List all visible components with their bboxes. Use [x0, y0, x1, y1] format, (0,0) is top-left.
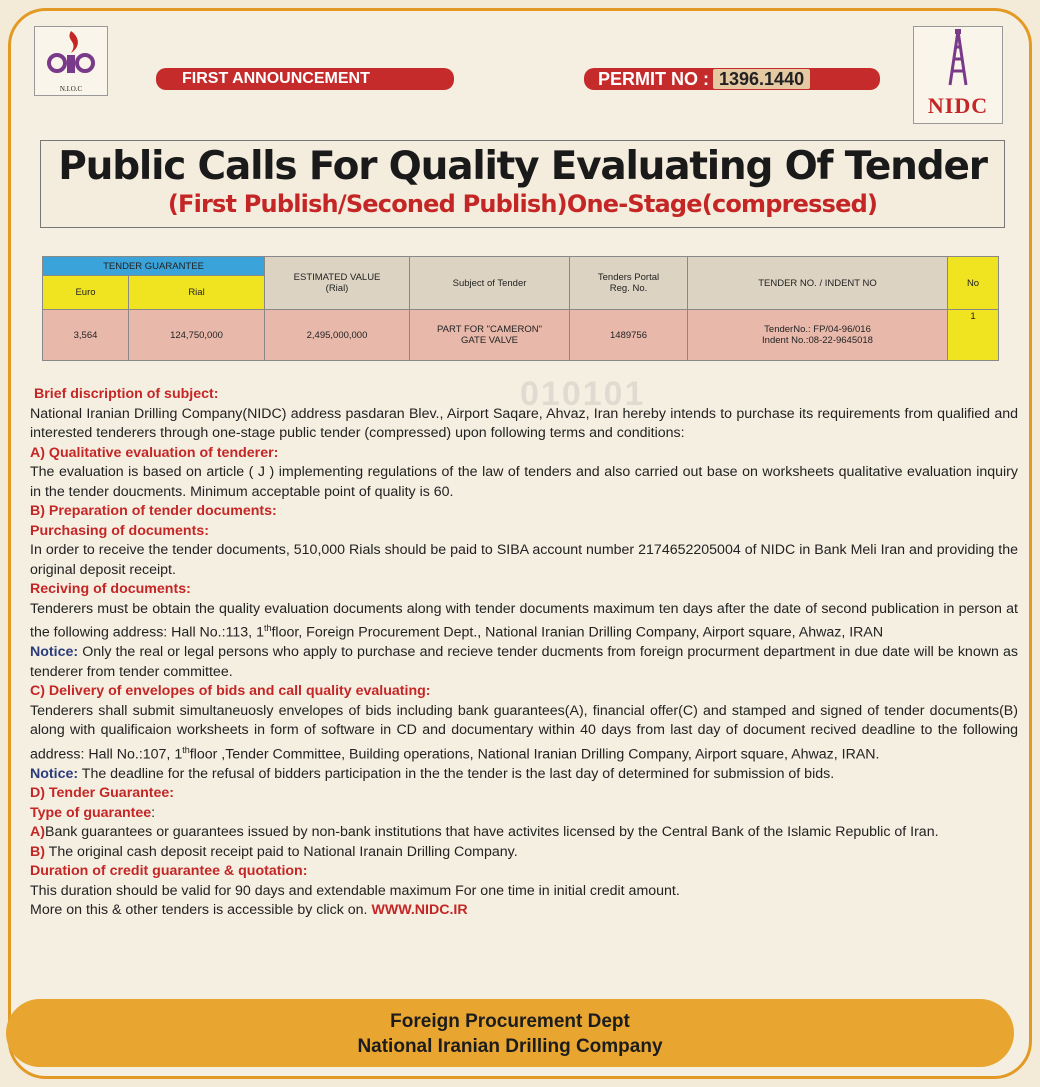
- title-box: [40, 140, 1005, 228]
- tender-table: [42, 256, 999, 361]
- footer-company: National Iranian Drilling Company: [357, 1036, 663, 1057]
- nioc-flame-icon: [39, 27, 103, 79]
- nidc-logo-text: NIDC: [927, 93, 989, 118]
- type-a: A)Bank guarantees or guarantees issued by non-bank institutions that have activites licensed by the Central Bank of the Islamic Republic of Iran.: [30, 824, 939, 841]
- cell-rial: 124,750,000: [129, 310, 265, 361]
- section-a-heading: A) Qualitative evaluation of tenderer:: [30, 444, 279, 461]
- header-euro: Euro: [43, 276, 129, 310]
- section-c-heading: C) Delivery of envelopes of bids and call quality evaluating:: [30, 683, 431, 700]
- watermark: 010101: [520, 375, 646, 413]
- footer-banner: [6, 999, 1014, 1067]
- reciving-heading: Reciving of documents:: [30, 581, 191, 597]
- cell-euro: 3,564: [43, 310, 129, 361]
- cell-no: 1: [948, 310, 999, 361]
- announcement-body: [30, 385, 1018, 921]
- cell-tender-no: TenderNo.: FP/04-96/016 Indent No.:08-22-9645018: [688, 310, 948, 361]
- cell-portal-reg: 1489756: [570, 310, 688, 361]
- nioc-caption: N.I.O.C: [59, 85, 83, 93]
- header-tender-guarantee: TENDER GUARANTEE: [43, 257, 265, 276]
- notice-2-label: Notice:: [30, 765, 79, 782]
- duration-text: This duration should be valid for 90 days and extendable maximum For one time in initial credit amount.: [30, 882, 680, 899]
- header-portal-reg: Tenders Portal Reg. No.: [570, 257, 688, 310]
- header-no: No: [948, 257, 999, 310]
- section-d-heading: D) Tender Guarantee:: [30, 785, 175, 802]
- notice-1: Notice: Only the real or legal persons who apply to purchase and recieve tender ducments from foreign procurment department in due date will be known as tenderer from tender committee.: [30, 644, 1018, 680]
- section-a-text: The evaluation is based on article ( J ) implementing regulations of the law of tenders and also carried out base on worksheets qualitative evaluation inquiry in the tender doucments. Minimum acceptable point of quality is 60.: [30, 464, 1018, 500]
- cell-subject: PART FOR "CAMERON" GATE VALVE: [410, 310, 570, 361]
- cell-estimated-value: 2,495,000,000: [265, 310, 410, 361]
- brief-heading: Brief discription of subject:: [34, 386, 219, 402]
- notice-2: Notice: The deadline for the refusal of bidders participation in the the tender is the last day of determined for submission of bids.: [30, 765, 835, 782]
- page-title: Public Calls For Quality Evaluating Of Tender: [58, 144, 987, 189]
- header-subject: Subject of Tender: [410, 257, 570, 310]
- section-c-text: Tenderers shall submit simultaneuosly envelopes of bids including bank guarantees(A), financial offer(C) and stamped and signed of tender documents(B) along with qualificaion worksheets in form of software in CD and documentary within 40 days from last day of document recived deadline to the following address: Hall No.:107, 1thfloor ,Tender Committee, Building operations, National Iranian Drilling Company, Airport square, Ahwaz, IRAN.: [30, 702, 1018, 763]
- type-heading: Type of guarantee: [30, 804, 152, 821]
- nidc-logo: [913, 26, 1003, 124]
- table-row: [43, 310, 999, 361]
- reciving-text: Tenderers must be obtain the quality evaluation documents along with tender documents maximum ten days after the date of second publication in person at the following address: Hall No.:113, 1thfloor, Foreign Procurement Dept., National Iranian Drilling Company, Airport square, Ahwaz, IRAN: [30, 600, 1018, 641]
- purchasing-text: In order to receive the tender documents, 510,000 Rials should be paid to SIBA account number 2174652205004 of NIDC in Bank Meli Iran and providing the original deposit receipt.: [30, 542, 1018, 578]
- permit-number: 1396.1440: [713, 69, 810, 89]
- footer-department: Foreign Procurement Dept: [390, 1011, 630, 1032]
- notice-1-label: Notice:: [30, 644, 79, 661]
- permit-ribbon: [584, 68, 880, 90]
- website-link[interactable]: WWW.NIDC.IR: [371, 902, 468, 919]
- section-b-heading: B) Preparation of tender documents:: [30, 503, 277, 519]
- drilling-rig-icon: [928, 27, 988, 89]
- nioc-logo: [34, 26, 108, 96]
- type-heading-line: Type of guarantee:: [30, 804, 156, 821]
- brief-text: National Iranian Drilling Company(NIDC) address pasdaran Blev., Airport Saqare, Ahvaz, Iran hereby intends to purchase its requirements from qualified and interested tenderers through one-stage public tender (compressed) upon following terms and conditions:: [30, 405, 1018, 441]
- header-tender-no: TENDER NO. / INDENT NO: [688, 257, 948, 310]
- purchasing-heading: Purchasing of documents:: [30, 522, 209, 539]
- type-b: B) The original cash deposit receipt paid to National Iranain Drilling Company.: [30, 843, 518, 860]
- header-estimated-value: ESTIMATED VALUE (Rial): [265, 257, 410, 310]
- page-subtitle: (First Publish/Seconed Publish)One-Stage(compressed): [167, 190, 878, 218]
- permit-label: PERMIT NO :: [598, 69, 709, 89]
- first-announcement-ribbon: FIRST ANNOUNCEMENT: [156, 68, 454, 90]
- duration-heading: Duration of credit guarantee & quotation:: [30, 863, 308, 880]
- header-rial: Rial: [129, 276, 265, 310]
- more-line: More on this & other tenders is accessible by click on. WWW.NIDC.IR: [30, 902, 468, 919]
